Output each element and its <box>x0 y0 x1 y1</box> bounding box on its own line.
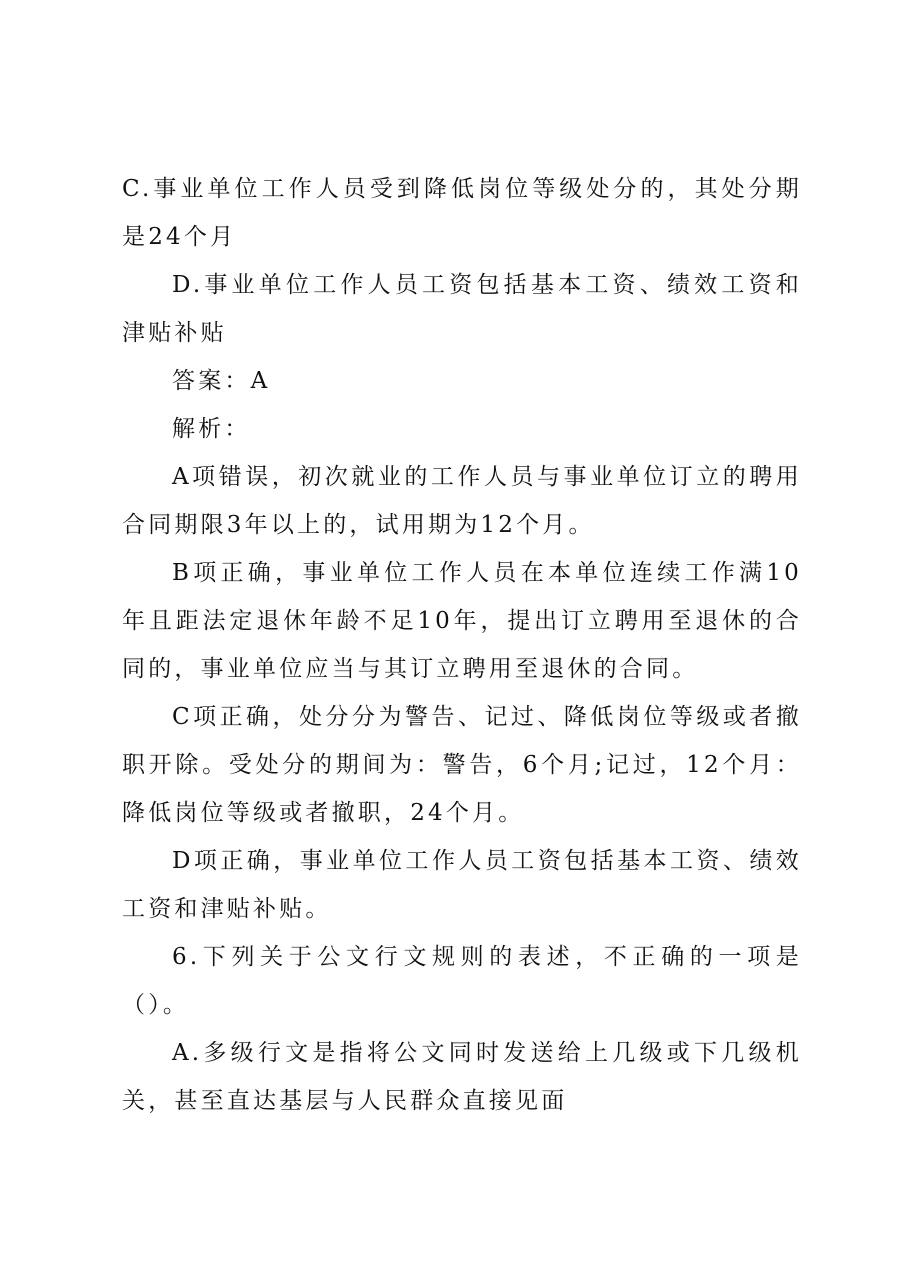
analysis-a: A项错误，初次就业的工作人员与事业单位订立的聘用合同期限3年以上的，试用期为12个月。 <box>122 464 802 538</box>
document-body <box>122 165 802 1125</box>
analysis-b: B项正确，事业单位工作人员在本单位连续工作满10年且距法定退休年龄不足10年，提出订立聘用至退休的合同的，事业单位应当与其订立聘用至退休的合同。 <box>122 560 802 682</box>
question-6-stem: 6.下列关于公文行文规则的表述，不正确的一项是（）。 <box>122 944 802 1018</box>
answer-line: 答案：A <box>172 368 271 394</box>
analysis-heading: 解析： <box>172 416 251 442</box>
analysis-d: D项正确，事业单位工作人员工资包括基本工资、绩效工资和津贴补贴。 <box>122 848 802 922</box>
option-d-text: D.事业单位工作人员工资包括基本工资、绩效工资和津贴补贴 <box>122 272 802 346</box>
option-c-text: C.事业单位工作人员受到降低岗位等级处分的，其处分期是24个月 <box>122 176 802 250</box>
question-6-option-a: A.多级行文是指将公文同时发送给上几级或下几级机关，甚至直达基层与人民群众直接见面 <box>122 1040 802 1114</box>
analysis-c: C项正确，处分分为警告、记过、降低岗位等级或者撤职开除。受处分的期间为：警告，6个月;记过，12个月：降低岗位等级或者撤职，24个月。 <box>122 704 802 826</box>
